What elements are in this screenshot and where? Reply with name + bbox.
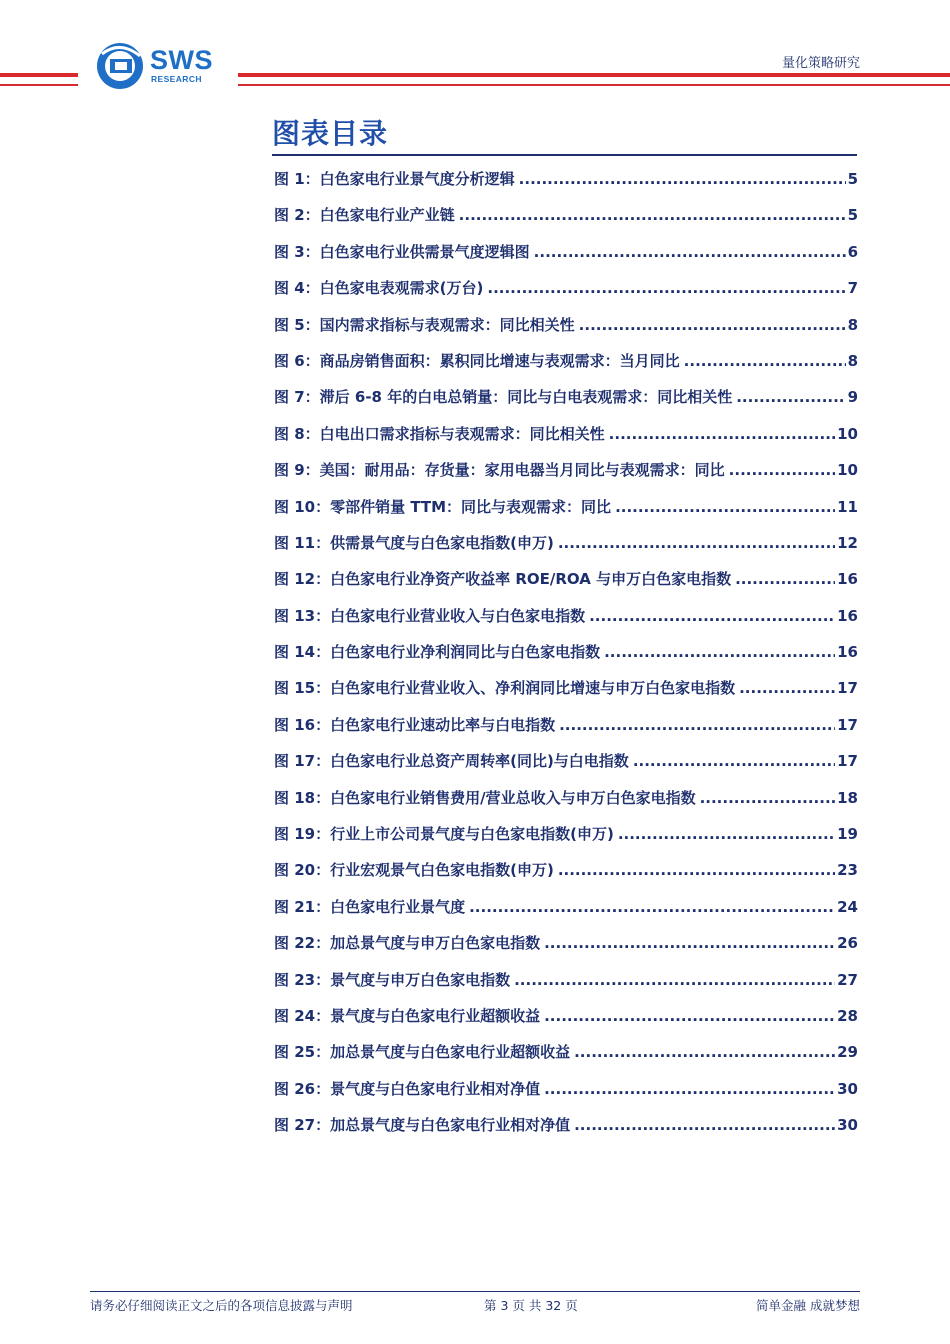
toc-entry-label[interactable]: 图 15：白色家电行业营业收入、净利润同比增速与申万白色家电指数 xyxy=(274,679,736,698)
toc-entry-page[interactable]: 17 xyxy=(837,715,858,734)
toc-entry[interactable] xyxy=(274,932,858,968)
toc-entry[interactable] xyxy=(274,677,858,713)
toc-entry-page[interactable]: 11 xyxy=(837,497,858,516)
toc-dot-leader xyxy=(615,498,835,516)
toc-entry-page[interactable]: 30 xyxy=(837,1116,858,1135)
toc-entry[interactable] xyxy=(274,787,858,823)
toc-entry-page[interactable]: 8 xyxy=(847,315,858,334)
toc-entry[interactable] xyxy=(274,568,858,604)
toc-entry-label[interactable]: 图 11：供需景气度与白色家电指数(申万) xyxy=(274,533,554,552)
toc-dot-leader xyxy=(604,643,835,661)
logo-subtext: RESEARCH xyxy=(151,74,202,84)
toc-entry[interactable] xyxy=(274,241,858,277)
toc-entry-page[interactable]: 17 xyxy=(837,679,858,698)
toc-entry-label[interactable]: 图 5：国内需求指标与表观需求：同比相关性 xyxy=(274,315,575,334)
toc-dot-leader xyxy=(469,898,835,916)
toc-dot-leader xyxy=(544,934,835,952)
toc-entry-label[interactable]: 图 21：白色家电行业景气度 xyxy=(274,897,466,916)
toc-entry-page[interactable]: 24 xyxy=(837,897,858,916)
toc-entry[interactable] xyxy=(274,386,858,422)
toc-dot-leader xyxy=(544,1007,835,1025)
toc-entry-label[interactable]: 图 4：白色家电表观需求(万台) xyxy=(274,279,484,298)
figure-toc-list xyxy=(274,168,858,1151)
toc-entry-label[interactable]: 图 8：白电出口需求指标与表观需求：同比相关性 xyxy=(274,424,605,443)
toc-entry-page[interactable]: 27 xyxy=(837,970,858,989)
toc-entry[interactable] xyxy=(274,1005,858,1041)
toc-entry[interactable] xyxy=(274,605,858,641)
toc-dot-leader xyxy=(459,206,846,224)
toc-entry[interactable] xyxy=(274,459,858,495)
page-title: 图表目录 xyxy=(272,117,389,150)
toc-entry-label[interactable]: 图 6：商品房销售面积：累积同比增速与表观需求：当月同比 xyxy=(274,351,680,370)
toc-entry[interactable] xyxy=(274,314,858,350)
toc-dot-leader xyxy=(574,1116,835,1134)
section-label: 量化策略研究 xyxy=(781,56,860,71)
toc-entry-page[interactable]: 9 xyxy=(847,388,858,407)
toc-entry-label[interactable]: 图 23：景气度与申万白色家电指数 xyxy=(274,970,511,989)
toc-entry[interactable] xyxy=(274,350,858,386)
toc-entry-label[interactable]: 图 10：零部件销量 TTM：同比与表观需求：同比 xyxy=(274,497,612,516)
toc-entry[interactable] xyxy=(274,750,858,786)
toc-entry-label[interactable]: 图 24：景气度与白色家电行业超额收益 xyxy=(274,1006,541,1025)
toc-dot-leader xyxy=(559,716,835,734)
toc-entry-label[interactable]: 图 17：白色家电行业总资产周转率(同比)与白电指数 xyxy=(274,752,629,771)
toc-entry-page[interactable]: 28 xyxy=(837,1006,858,1025)
header-rule-left xyxy=(0,73,78,77)
toc-entry-label[interactable]: 图 12：白色家电行业净资产收益率 ROE/ROA 与申万白色家电指数 xyxy=(274,570,732,589)
toc-entry-page[interactable]: 19 xyxy=(837,825,858,844)
toc-entry-label[interactable]: 图 22：加总景气度与申万白色家电指数 xyxy=(274,934,541,953)
toc-entry[interactable] xyxy=(274,714,858,750)
toc-dot-leader xyxy=(487,279,845,297)
toc-entry-page[interactable]: 8 xyxy=(847,351,858,370)
toc-entry-label[interactable]: 图 20：行业宏观景气白色家电指数(申万) xyxy=(274,861,554,880)
header-rule-left-thin xyxy=(0,84,78,86)
toc-entry[interactable] xyxy=(274,859,858,895)
footer-slogan: 简单金融 成就梦想 xyxy=(756,1298,860,1313)
toc-entry-page[interactable]: 10 xyxy=(837,461,858,480)
toc-entry-page[interactable]: 30 xyxy=(837,1079,858,1098)
toc-entry[interactable] xyxy=(274,1114,858,1150)
toc-entry-label[interactable]: 图 27：加总景气度与白色家电行业相对净值 xyxy=(274,1116,571,1135)
toc-entry-label[interactable]: 图 1：白色家电行业景气度分析逻辑 xyxy=(274,170,515,188)
toc-dot-leader xyxy=(684,352,846,370)
toc-dot-leader xyxy=(735,570,835,588)
toc-entry-label[interactable]: 图 3：白色家电行业供需景气度逻辑图 xyxy=(274,242,530,261)
toc-entry-page[interactable]: 16 xyxy=(837,643,858,662)
toc-entry[interactable] xyxy=(274,423,858,459)
toc-entry-page[interactable]: 17 xyxy=(837,752,858,771)
toc-entry-label[interactable]: 图 9：美国：耐用品：存货量：家用电器当月同比与表观需求：同比 xyxy=(274,461,725,480)
toc-entry[interactable] xyxy=(274,641,858,677)
toc-dot-leader xyxy=(558,861,835,879)
toc-dot-leader xyxy=(739,679,835,697)
toc-entry-page[interactable]: 5 xyxy=(847,206,858,225)
toc-dot-leader xyxy=(736,388,845,406)
toc-entry[interactable] xyxy=(274,823,858,859)
toc-entry[interactable] xyxy=(274,532,858,568)
toc-entry-label[interactable]: 图 7：滞后 6-8 年的白电总销量：同比与白电表观需求：同比相关性 xyxy=(274,388,733,407)
toc-dot-leader xyxy=(700,789,836,807)
toc-entry[interactable] xyxy=(274,168,858,204)
toc-dot-leader xyxy=(544,1080,835,1098)
toc-entry-page[interactable]: 12 xyxy=(837,533,858,552)
toc-dot-leader xyxy=(519,170,846,188)
toc-entry-label[interactable]: 图 14：白色家电行业净利润同比与白色家电指数 xyxy=(274,643,601,662)
header-rule-right-thin xyxy=(238,84,950,86)
toc-entry[interactable] xyxy=(274,969,858,1005)
toc-entry-page[interactable]: 7 xyxy=(847,279,858,298)
toc-dot-leader xyxy=(618,825,835,843)
toc-entry-label[interactable]: 图 13：白色家电行业营业收入与白色家电指数 xyxy=(274,606,586,625)
toc-entry-page[interactable]: 16 xyxy=(837,570,858,589)
toc-entry-page[interactable]: 23 xyxy=(837,861,858,880)
toc-dot-leader xyxy=(609,425,835,443)
toc-entry[interactable] xyxy=(274,896,858,932)
toc-entry-page[interactable]: 18 xyxy=(837,788,858,807)
toc-entry[interactable] xyxy=(274,496,858,532)
footer-disclaimer: 请务必仔细阅读正文之后的各项信息披露与声明 xyxy=(90,1298,353,1313)
toc-dot-leader xyxy=(589,607,835,625)
toc-entry-label[interactable]: 图 18：白色家电行业销售费用/营业总收入与申万白色家电指数 xyxy=(274,788,696,807)
toc-entry-page[interactable]: 5 xyxy=(847,170,858,188)
toc-entry[interactable] xyxy=(274,277,858,313)
toc-entry[interactable] xyxy=(274,1078,858,1114)
toc-dot-leader xyxy=(633,752,835,770)
toc-dot-leader xyxy=(579,316,846,334)
toc-entry-page[interactable]: 10 xyxy=(837,424,858,443)
footer-rule xyxy=(90,1291,860,1292)
toc-dot-leader xyxy=(574,1043,835,1061)
toc-entry-page[interactable]: 26 xyxy=(837,934,858,953)
toc-entry-page[interactable]: 29 xyxy=(837,1043,858,1062)
toc-entry-label[interactable]: 图 16：白色家电行业速动比率与白电指数 xyxy=(274,715,556,734)
logo-text: SWS xyxy=(150,45,214,75)
toc-dot-leader xyxy=(558,534,835,552)
toc-dot-leader xyxy=(729,461,835,479)
toc-dot-leader xyxy=(514,971,835,989)
toc-entry-label[interactable]: 图 25：加总景气度与白色家电行业超额收益 xyxy=(274,1043,571,1062)
toc-entry[interactable] xyxy=(274,204,858,240)
footer-page-indicator: 第 3 页 共 32 页 xyxy=(484,1298,578,1313)
toc-entry-page[interactable]: 16 xyxy=(837,606,858,625)
header-rule-right xyxy=(238,73,950,77)
toc-dot-leader xyxy=(534,243,846,261)
toc-entry[interactable] xyxy=(274,1041,858,1077)
toc-entry-label[interactable]: 图 19：行业上市公司景气度与白色家电指数(申万) xyxy=(274,825,614,844)
title-underline xyxy=(272,154,857,156)
toc-entry-label[interactable]: 图 2：白色家电行业产业链 xyxy=(274,206,455,225)
toc-entry-page[interactable]: 6 xyxy=(847,242,858,261)
toc-entry-label[interactable]: 图 26：景气度与白色家电行业相对净值 xyxy=(274,1079,541,1098)
